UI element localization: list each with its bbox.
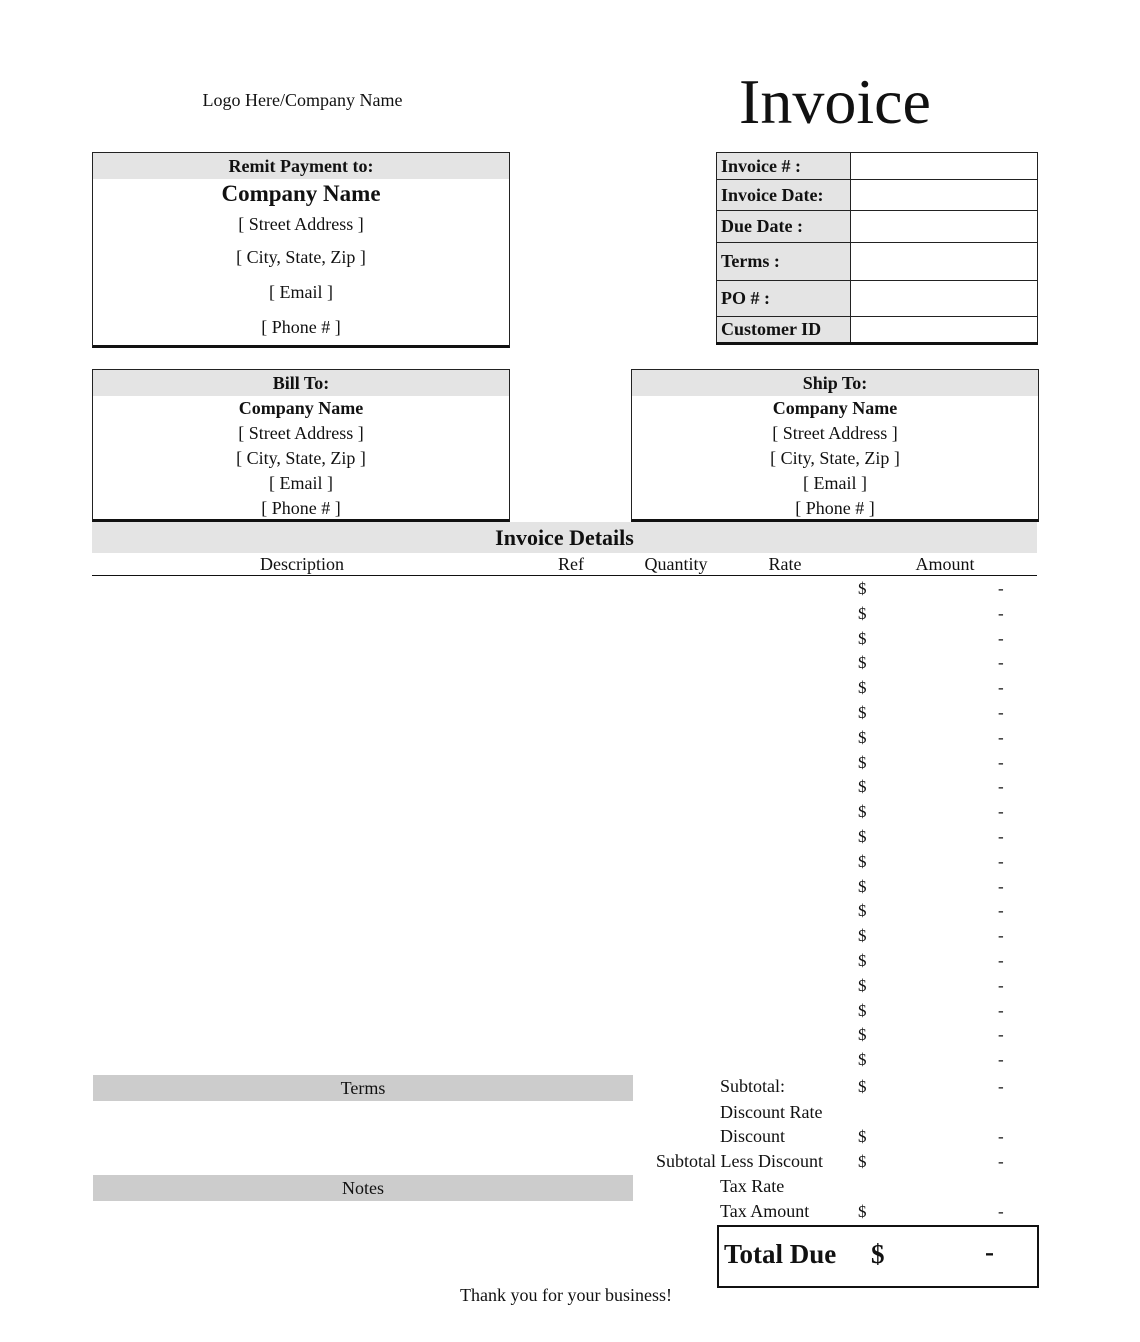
subtotal-less-discount-currency: $ [858, 1152, 867, 1171]
table-row[interactable] [92, 1048, 1037, 1073]
line-item-currency: $ [858, 653, 867, 673]
discount-amount: - [998, 1127, 1004, 1146]
line-item-amount: - [998, 901, 1004, 921]
total-due-label: Total Due [724, 1239, 837, 1269]
table-row[interactable] [92, 775, 1037, 800]
line-item-currency: $ [858, 1025, 867, 1045]
ship-to-street-address[interactable]: [ Street Address ] [772, 423, 898, 443]
line-item-amount: - [998, 802, 1004, 822]
column-header-description: Description [260, 554, 344, 574]
invoice-line-items [92, 577, 1037, 1073]
table-row[interactable] [92, 800, 1037, 825]
line-item-currency: $ [858, 752, 867, 772]
line-item-amount: - [998, 950, 1004, 970]
total-due-amount: - [985, 1237, 994, 1267]
due-date-label: Due Date : [717, 211, 851, 243]
column-header-amount: Amount [915, 554, 975, 574]
line-item-currency: $ [858, 702, 867, 722]
page-title: Invoice [739, 66, 931, 137]
remit-heading: Remit Payment to: [93, 153, 509, 179]
po-number-label: PO # : [717, 281, 851, 317]
line-item-amount: - [998, 678, 1004, 698]
remit-street-address[interactable]: [ Street Address ] [238, 214, 364, 234]
discount-currency: $ [858, 1127, 867, 1146]
remit-company-name[interactable]: Company Name [221, 181, 381, 206]
tax-amount-label: Tax Amount [720, 1201, 810, 1221]
invoice-date-label: Invoice Date: [717, 180, 851, 211]
tax-amount-value: - [998, 1202, 1004, 1221]
line-item-amount: - [998, 579, 1004, 598]
line-item-amount: - [998, 926, 1004, 946]
line-item-amount: - [998, 702, 1004, 722]
invoice-meta-table [716, 152, 1038, 345]
line-item-amount: - [998, 851, 1004, 871]
subtotal-less-discount-amount: - [998, 1152, 1004, 1171]
line-item-amount: - [998, 1000, 1004, 1020]
remit-phone[interactable]: [ Phone # ] [261, 317, 341, 337]
table-row[interactable] [92, 701, 1037, 726]
remit-city-state-zip[interactable]: [ City, State, Zip ] [236, 247, 366, 267]
line-item-currency: $ [858, 1000, 867, 1020]
thank-you-note: Thank you for your business! [460, 1285, 672, 1305]
bill-to-city-state-zip[interactable]: [ City, State, Zip ] [236, 448, 366, 468]
subtotal-label: Subtotal: [720, 1076, 786, 1096]
line-item-amount: - [998, 975, 1004, 995]
terms-field[interactable] [851, 243, 1038, 281]
po-number-field[interactable] [851, 281, 1038, 317]
table-row[interactable] [92, 899, 1037, 924]
table-row[interactable] [92, 999, 1037, 1024]
tax-amount-currency: $ [858, 1202, 867, 1221]
table-row[interactable] [92, 850, 1037, 875]
line-item-currency: $ [858, 975, 867, 995]
remit-email[interactable]: [ Email ] [269, 282, 333, 302]
discount-label: Discount [720, 1126, 785, 1146]
table-row[interactable] [92, 676, 1037, 701]
table-row[interactable] [92, 949, 1037, 974]
line-item-amount: - [998, 876, 1004, 896]
notes-section-header: Notes [93, 1175, 633, 1201]
ship-to-phone[interactable]: [ Phone # ] [795, 498, 875, 518]
table-row[interactable] [92, 726, 1037, 751]
discount-rate-label: Discount Rate [720, 1102, 823, 1122]
line-item-amount: - [998, 727, 1004, 747]
line-item-currency: $ [858, 826, 867, 846]
invoice-date-field[interactable] [851, 180, 1038, 211]
bill-to-street-address[interactable]: [ Street Address ] [238, 423, 364, 443]
line-item-currency: $ [858, 926, 867, 946]
subtotal-currency: $ [858, 1077, 867, 1096]
line-item-currency: $ [858, 777, 867, 797]
bill-to-phone[interactable]: [ Phone # ] [261, 498, 341, 518]
bill-to-company-name[interactable]: Company Name [238, 398, 364, 418]
terms-section-header: Terms [93, 1075, 633, 1101]
line-item-currency: $ [858, 802, 867, 822]
line-item-currency: $ [858, 628, 867, 648]
line-item-currency: $ [858, 579, 867, 598]
total-due-currency: $ [871, 1239, 885, 1269]
table-row[interactable] [92, 825, 1037, 850]
table-row[interactable] [92, 974, 1037, 999]
line-item-currency: $ [858, 1050, 867, 1070]
table-row[interactable] [92, 924, 1037, 949]
line-item-currency: $ [858, 901, 867, 921]
line-item-amount: - [998, 777, 1004, 797]
ship-to-box [631, 369, 1039, 522]
total-due-box [717, 1225, 1039, 1288]
customer-id-label: Customer ID [717, 317, 851, 344]
bill-to-email[interactable]: [ Email ] [269, 473, 333, 493]
line-item-amount: - [998, 653, 1004, 673]
table-row[interactable] [92, 577, 1037, 602]
line-item-amount: - [998, 1025, 1004, 1045]
line-item-currency: $ [858, 950, 867, 970]
tax-rate-label: Tax Rate [720, 1176, 785, 1196]
table-row[interactable] [92, 875, 1037, 900]
invoice-number-label: Invoice # : [717, 153, 851, 180]
details-header-divider [92, 575, 1037, 576]
ship-to-city-state-zip[interactable]: [ City, State, Zip ] [770, 448, 900, 468]
subtotal-amount: - [998, 1077, 1004, 1096]
invoice-number-field[interactable] [851, 153, 1038, 180]
column-header-ref: Ref [558, 554, 584, 574]
table-row[interactable] [92, 602, 1037, 627]
ship-to-email[interactable]: [ Email ] [803, 473, 867, 493]
due-date-field[interactable] [851, 211, 1038, 243]
line-item-currency: $ [858, 603, 867, 623]
line-item-currency: $ [858, 876, 867, 896]
line-item-amount: - [998, 603, 1004, 623]
line-item-currency: $ [858, 851, 867, 871]
subtotal-less-discount-label: Subtotal Less Discount [656, 1151, 823, 1171]
table-row[interactable] [92, 651, 1037, 676]
line-item-currency: $ [858, 678, 867, 698]
logo-company-name: Logo Here/Company Name [202, 90, 403, 110]
line-item-currency: $ [858, 727, 867, 747]
table-row[interactable] [92, 751, 1037, 776]
line-item-amount: - [998, 1050, 1004, 1070]
remit-payment-box [92, 152, 510, 348]
invoice-details-title: Invoice Details [92, 522, 1037, 553]
ship-to-heading: Ship To: [632, 370, 1038, 396]
table-row[interactable] [92, 1023, 1037, 1048]
terms-label: Terms : [717, 243, 851, 281]
column-header-quantity: Quantity [644, 554, 708, 574]
ship-to-company-name[interactable]: Company Name [772, 398, 898, 418]
line-item-amount: - [998, 826, 1004, 846]
bill-to-box [92, 369, 510, 522]
line-item-amount: - [998, 628, 1004, 648]
line-item-amount: - [998, 752, 1004, 772]
bill-to-heading: Bill To: [93, 370, 509, 396]
customer-id-field[interactable] [851, 317, 1038, 344]
column-header-rate: Rate [768, 554, 802, 574]
table-row[interactable] [92, 627, 1037, 652]
